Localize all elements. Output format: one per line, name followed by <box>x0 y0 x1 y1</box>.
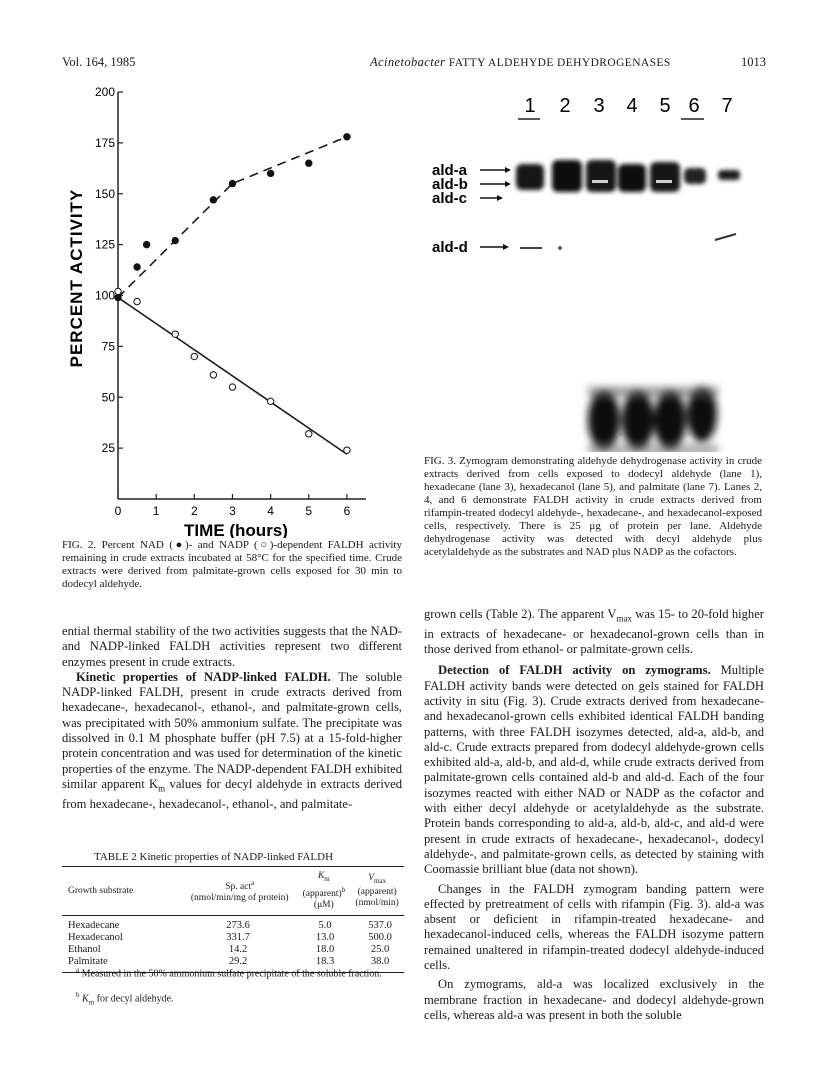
lane-label: 1 <box>524 95 536 117</box>
x-tick-label: 6 <box>343 504 351 518</box>
figure-3-zymogram <box>418 82 763 452</box>
cell-substrate: Ethanol <box>68 944 101 956</box>
lane-label: 4 <box>626 95 638 117</box>
figure-2-caption: FIG. 2. Percent NAD (●)- and NADP (○)-dependent FALDH activity remaining in crude extracts incubated at 58°C for the specified time. Crude extracts were derived from palmitate-grown cells exposed for 30 min to dodecyl aldehyde. <box>62 539 402 590</box>
vmax-label-sub: max <box>374 876 387 885</box>
cell-km: 18.0 <box>315 944 335 956</box>
right-para-2 <box>424 663 764 877</box>
table-footnote-a <box>62 964 404 980</box>
front-spot-lane-3 <box>588 390 620 450</box>
running-title <box>370 55 671 70</box>
cell-vmax: 25.0 <box>370 944 390 956</box>
gel-bands <box>516 160 740 452</box>
data-point-nad <box>344 134 350 140</box>
y-tick-label: 150 <box>94 186 115 201</box>
footnote-b-sub: m <box>88 998 95 1007</box>
x-tick-label: 5 <box>305 504 313 518</box>
table-row <box>62 932 404 944</box>
data-point-nadp <box>344 447 350 453</box>
table-2 <box>62 866 404 973</box>
volume-label: Vol. 164, 1985 <box>62 55 136 69</box>
x-tick-label: 2 <box>190 504 198 518</box>
figure-3-caption: FIG. 3. Zymogram demonstrating aldehyde dehydrogenase activity in crude extracts derived from cells exposed to dodecyl aldehyde (lane 1), hexadecane (lane 3), hexadecanol (lane 5), and palmitate (lane 7). Lanes 2, 4, and 6 demonstrate FALDH activity in crude extracts derived from rifampin-treated dodecyl aldehyde-, hexadecane-, and hexadecanol-exposed cells, respectively. There is 25 μg of protein per lane. Aldehyde dehydrogenase activity was detected with decyl aldehyde plus acetylaldehyde as the substrates and NAD plus NADP as the cofactors. <box>424 455 762 558</box>
right-para-1-b: was 15- to 20-fold higher in extracts of hexadecane- or hexadecanol-grown cells than in those derived from ethanol- or palmitate-grown cells. <box>424 607 764 657</box>
footnote-b-text: for decyl aldehyde. <box>94 993 174 1005</box>
x-tick-label: 4 <box>267 504 274 518</box>
table-header-row <box>62 867 404 915</box>
arrowhead-icon <box>505 167 511 173</box>
chart-tick-labels <box>95 85 351 518</box>
cell-substrate: Hexadecane <box>68 920 120 932</box>
running-title-genus: Acinetobacter <box>370 55 446 69</box>
cell-km: 5.0 <box>318 920 332 932</box>
cell-substrate: Palmitate <box>68 956 108 968</box>
cell-sp-act: 14.2 <box>228 944 248 956</box>
vmax-subscript: max <box>616 613 632 624</box>
band-ald-b-lane-3 <box>586 160 616 192</box>
x-tick-label: 0 <box>114 504 122 518</box>
footnote-b-k: K <box>79 993 89 1005</box>
table-2-title: TABLE 2 Kinetic properties of NADP-linked FALDH <box>94 851 334 863</box>
left-para-2-end: values for decyl aldehyde in extracts derived from hexadecane-, hexadecanol-, ethanol-, and palmitate- <box>62 776 402 811</box>
cell-sp-act: 29.2 <box>228 956 248 968</box>
col-header-sp-act <box>182 867 297 915</box>
band-label: ald-a <box>432 162 468 179</box>
y-tick-label: 25 <box>101 441 115 456</box>
right-para-3: Changes in the FALDH zymogram banding pattern were effected by pretreatment of cells with rifampin (Fig. 3). ald-a was absent or deficient in rifampin-treated hexadecane- and hexadecanol-induced cells, whereas the FALDH isozyme pattern remained unaltered in rifampin-treated dodecyl aldehyde-induced cells. <box>424 881 764 973</box>
col-header-vmax <box>350 867 404 915</box>
y-tick-label: 75 <box>101 339 115 354</box>
footnote-a-text: Measured in the 50% ammonium sulfate precipitate of the soluble fraction. <box>79 968 382 980</box>
running-title-rest: FATTY ALDEHYDE DEHYDROGENASES <box>448 57 671 69</box>
band-highlight-lane-3 <box>592 180 608 183</box>
left-para-2-body: The soluble NADP-linked FALDH, present in crude extracts derived from hexadecane-, hexadecanol-, ethanol-, and palmitate-grown cells, was precipitated with 50% ammonium sulfate. The precipitate was dissolved in 0.1 M phosphate buffer (pH 7.5) at a 15-fold-higher protein concentration and was used for determination of the kinetic properties of the enzyme. The NADP-dependent FALDH exhibited similar apparent K <box>62 669 402 791</box>
band-label: ald-d <box>432 239 468 256</box>
cell-vmax: 537.0 <box>368 920 392 932</box>
table-row <box>62 944 404 956</box>
band-ald-b-lane-7 <box>718 170 740 180</box>
left-column-text <box>62 624 402 812</box>
x-tick-label: 1 <box>152 504 160 518</box>
data-point-nad <box>115 294 121 300</box>
zymogram-heading: Detection of FALDH activity on zymograms. <box>438 663 711 678</box>
band-label: ald-c <box>432 190 468 207</box>
band-ald-b-lane-6 <box>684 168 706 184</box>
page-number: 1013 <box>741 55 766 69</box>
data-point-nad <box>134 264 140 270</box>
km-units: (μM) <box>313 900 334 911</box>
table-row <box>62 920 404 932</box>
figure-2-chart <box>58 82 378 538</box>
sp-act-label: Sp. act <box>225 882 252 893</box>
km-subscript: m <box>158 783 166 794</box>
x-tick-label: 3 <box>229 504 236 518</box>
data-point-nadp <box>191 353 197 359</box>
data-point-nadp <box>306 431 312 437</box>
cell-sp-act: 273.6 <box>226 920 250 932</box>
data-point-nadp <box>267 398 273 404</box>
table-header-rule <box>62 915 404 916</box>
front-spot-lane-4 <box>622 390 654 450</box>
data-point-nad <box>267 170 273 176</box>
lane-label: 6 <box>688 95 700 117</box>
cell-sp-act: 331.7 <box>226 932 250 944</box>
data-point-nad <box>210 197 216 203</box>
lane-label: 5 <box>659 95 671 117</box>
y-tick-label: 100 <box>94 288 115 303</box>
band-labels <box>432 162 511 256</box>
x-axis-label: TIME (hours) <box>184 521 288 538</box>
table-footnote-b <box>62 989 404 1008</box>
data-point-nadp <box>210 372 216 378</box>
data-point-nadp <box>229 384 235 390</box>
chart-axes <box>118 92 366 499</box>
cell-km: 18.3 <box>315 956 335 968</box>
col-header-km <box>297 867 350 915</box>
km-label: K <box>317 871 325 881</box>
sp-act-note: a <box>251 878 255 887</box>
front-shadow <box>588 444 718 452</box>
band-ald-d-lane-7 <box>715 234 736 240</box>
km-label-sub: m <box>324 874 330 883</box>
front-smear <box>588 387 718 397</box>
front-spot-lane-5 <box>654 390 686 450</box>
lane-label: 3 <box>593 95 605 117</box>
right-para-1-a: grown cells (Table 2). The apparent V <box>424 607 617 621</box>
y-axis-label: PERCENT ACTIVITY <box>67 188 86 368</box>
cell-vmax: 500.0 <box>368 932 392 944</box>
lane-label: 7 <box>721 95 733 117</box>
lane-label: 2 <box>559 95 571 117</box>
cell-substrate: Hexadecanol <box>68 932 123 944</box>
table-2-body <box>62 920 404 968</box>
right-para-1 <box>424 607 764 657</box>
band-label: ald-b <box>432 176 468 193</box>
band-ald-b-lane-2 <box>552 160 582 192</box>
cell-vmax: 38.0 <box>370 956 390 968</box>
fit-line-nad <box>118 137 347 298</box>
data-point-nadp <box>134 298 140 304</box>
band-ald-d-lane-2 <box>558 246 562 250</box>
lane-labels <box>524 95 732 117</box>
right-para-2-body: Multiple FALDH activity bands were detected on gels stained for FALDH activity in situ (Fig. 3). Crude extracts derived from hexadecane- and hexadecanol-grown cells exhibited identical FALDH banding patterns, with three FALDH isozymes detected, ald-a, ald-b, and ald-c. Crude extracts prepared from dodecyl aldehyde-grown cells exhibited ald-a, ald-b, and ald-d, while crude extracts derived from palmitate-grown cells contained ald-b and ald-d. Each of the four isozymes reacted with either NAD or NADP as the cofactor and with either decyl aldehyde or acetylaldehyde as the substrate. Protein bands corresponding to ald-a, ald-b, ald-c, and ald-d were present in crude extracts of hexadecane-, hexadecanol-, dodecyl aldehyde-, and palmitate-grown cells, as detected by staining with Coomassie brilliant blue (data not shown). <box>424 663 764 877</box>
band-ald-b-lane-5 <box>650 162 680 192</box>
kinetic-heading: Kinetic properties of NADP-linked FALDH. <box>76 669 331 684</box>
data-point-nad <box>229 180 235 186</box>
right-column-text <box>424 607 764 1023</box>
y-tick-label: 50 <box>101 390 115 405</box>
vmax-label: V <box>368 873 375 884</box>
y-tick-label: 175 <box>94 135 115 150</box>
data-point-nadp <box>115 288 121 294</box>
right-para-4: On zymograms, ald-a was localized exclusively in the membrane fraction in hexadecane- and dodecyl aldehyde-grown cells, whereas ald-a was present in both the soluble <box>424 977 764 1022</box>
band-ald-b-lane-4 <box>618 164 646 192</box>
fit-line-nadp <box>118 298 347 455</box>
data-point-nad <box>172 237 178 243</box>
km-note: b <box>341 885 346 894</box>
col-header-substrate: Growth substrate <box>68 885 134 896</box>
data-point-nad <box>143 241 149 247</box>
footnote-b-mark: b <box>76 991 80 999</box>
table-2-grid <box>62 867 404 915</box>
arrowhead-icon <box>505 181 511 187</box>
left-para-2 <box>62 670 402 812</box>
data-point-nad <box>306 160 312 166</box>
y-tick-label: 200 <box>94 85 115 99</box>
sp-act-units: (nmol/min/mg of protein) <box>190 893 289 904</box>
y-tick-label: 125 <box>94 237 115 252</box>
data-point-nadp <box>172 331 178 337</box>
chart-points <box>115 134 350 454</box>
arrowhead-icon <box>497 195 503 201</box>
footnote-a-mark: a <box>76 966 80 974</box>
left-para-1: ential thermal stability of the two activities suggests that the NAD- and NADP-linked FALDH activities represent two different enzymes present in crude extracts. <box>62 624 402 669</box>
vmax-apparent: (apparent) <box>357 886 397 897</box>
band-ald-b-lane-1 <box>516 164 544 190</box>
vmax-units: (nmol/min) <box>355 897 399 908</box>
cell-km: 13.0 <box>315 932 335 944</box>
km-apparent: (apparent) <box>302 889 342 900</box>
arrowhead-icon <box>503 244 509 250</box>
band-highlight-lane-5 <box>656 180 672 183</box>
